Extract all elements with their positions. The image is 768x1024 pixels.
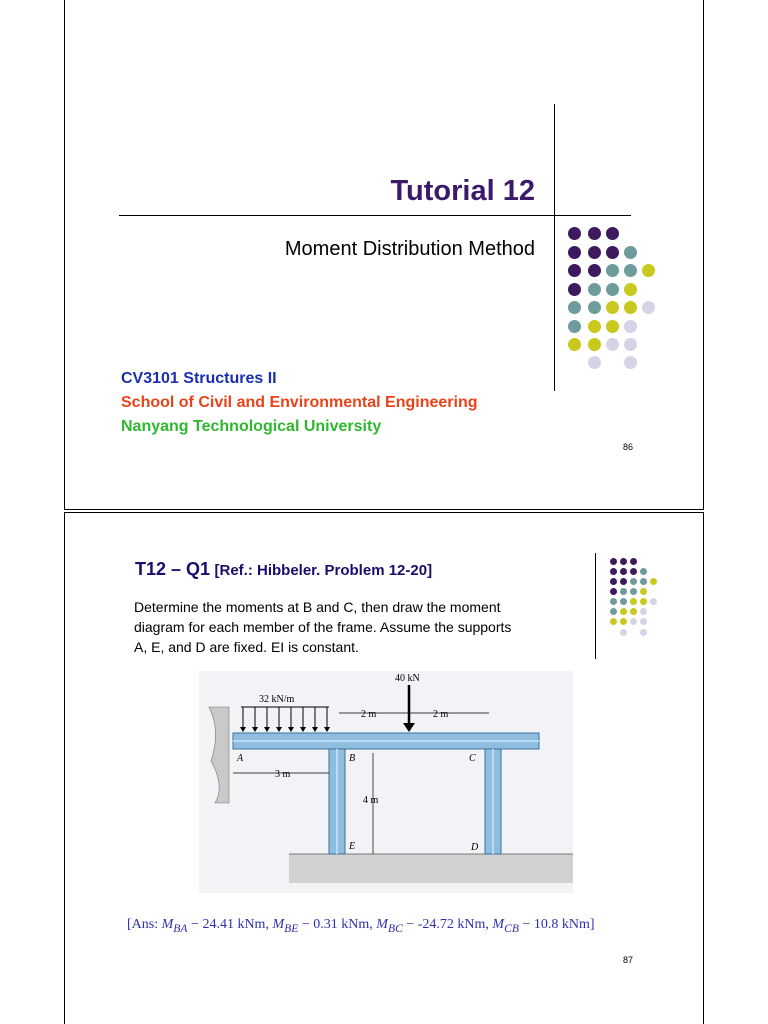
decor-vertical-rule bbox=[595, 553, 596, 659]
dot bbox=[642, 301, 655, 314]
dot bbox=[588, 301, 601, 314]
dot bbox=[568, 320, 581, 333]
dot bbox=[624, 264, 637, 277]
dot bbox=[640, 618, 647, 625]
dot bbox=[588, 264, 601, 277]
page-number: 87 bbox=[623, 955, 634, 965]
dot bbox=[620, 558, 627, 565]
dot bbox=[568, 227, 581, 240]
dot bbox=[650, 578, 657, 585]
dot bbox=[568, 246, 581, 259]
dot bbox=[620, 629, 627, 636]
dot bbox=[588, 338, 601, 351]
dot bbox=[620, 598, 627, 605]
question-id: T12 – Q1 bbox=[135, 559, 211, 579]
dot bbox=[624, 301, 637, 314]
answer-subscript: CB bbox=[504, 921, 519, 935]
dot bbox=[610, 588, 617, 595]
answer-value-mba: − 24.41 kNm, bbox=[187, 917, 273, 932]
frame-figure bbox=[199, 671, 573, 893]
dot bbox=[640, 608, 647, 615]
dot bbox=[624, 246, 637, 259]
dot bbox=[568, 338, 581, 351]
dot bbox=[630, 558, 637, 565]
dot bbox=[610, 578, 617, 585]
dot bbox=[588, 227, 601, 240]
answer-value-mbe: − 0.31 kNm, bbox=[298, 917, 377, 932]
dot bbox=[640, 578, 647, 585]
dot bbox=[588, 246, 601, 259]
answer-symbol: M bbox=[272, 917, 285, 932]
dot bbox=[568, 301, 581, 314]
dot bbox=[630, 618, 637, 625]
dot bbox=[588, 283, 601, 296]
page-number: 86 bbox=[623, 442, 634, 452]
answer-line bbox=[127, 917, 595, 935]
label-E: E bbox=[349, 841, 356, 852]
answer-subscript: BE bbox=[284, 921, 299, 935]
dot bbox=[624, 356, 637, 369]
dot bbox=[640, 568, 647, 575]
question-heading bbox=[135, 559, 432, 580]
dot bbox=[620, 588, 627, 595]
answer-symbol: M bbox=[376, 917, 388, 932]
dim-label-2m-left: 2 m bbox=[361, 709, 377, 720]
slide-86 bbox=[64, 0, 704, 510]
dot bbox=[606, 227, 619, 240]
dot bbox=[640, 598, 647, 605]
dot bbox=[630, 568, 637, 575]
dim-label-4m: 4 m bbox=[363, 795, 379, 806]
udl-label: 32 kN/m bbox=[259, 694, 295, 705]
dot bbox=[624, 320, 637, 333]
dot bbox=[650, 598, 657, 605]
answer-symbol: M bbox=[492, 917, 505, 932]
answer-symbol: M bbox=[161, 917, 174, 932]
dot bbox=[620, 568, 627, 575]
dot bbox=[606, 338, 619, 351]
dot bbox=[606, 283, 619, 296]
label-C: C bbox=[469, 753, 476, 764]
answer-value-mbc: − -24.72 kNm, bbox=[402, 917, 493, 932]
decor-vertical-rule bbox=[554, 104, 555, 391]
label-A: A bbox=[237, 753, 244, 764]
dot bbox=[568, 264, 581, 277]
dot bbox=[588, 320, 601, 333]
page-title: Tutorial 12 bbox=[390, 175, 535, 207]
university-name: Nanyang Technological University bbox=[121, 418, 382, 435]
question-reference: [Ref.: Hibbeler. Problem 12-20] bbox=[214, 562, 433, 579]
school-name: School of Civil and Environmental Engineering bbox=[121, 394, 478, 411]
ground bbox=[289, 854, 573, 883]
dot bbox=[642, 264, 655, 277]
page-subtitle: Moment Distribution Method bbox=[284, 238, 535, 260]
answer-subscript: BA bbox=[173, 921, 188, 935]
answer-value-mcb: − 10.8 kNm] bbox=[519, 917, 595, 932]
question-text bbox=[134, 597, 554, 657]
dot bbox=[610, 598, 617, 605]
dot bbox=[640, 588, 647, 595]
course-code: CV3101 Structures II bbox=[121, 370, 277, 387]
dot bbox=[606, 320, 619, 333]
dim-label-2m-right: 2 m bbox=[433, 709, 449, 720]
dot bbox=[630, 608, 637, 615]
point-load-label: 40 kN bbox=[395, 673, 420, 684]
answer-subscript: BC bbox=[387, 921, 403, 935]
dot bbox=[610, 608, 617, 615]
dim-label-3m: 3 m bbox=[275, 769, 291, 780]
question-line: Determine the moments at B and C, then draw the moment bbox=[134, 599, 501, 615]
dot bbox=[630, 588, 637, 595]
title-rule bbox=[119, 215, 631, 216]
dot bbox=[610, 568, 617, 575]
dot bbox=[620, 578, 627, 585]
dot bbox=[640, 629, 647, 636]
dot bbox=[610, 618, 617, 625]
label-B: B bbox=[349, 753, 356, 764]
dot bbox=[630, 598, 637, 605]
dot bbox=[606, 246, 619, 259]
dot bbox=[630, 578, 637, 585]
dot bbox=[606, 264, 619, 277]
dot bbox=[624, 283, 637, 296]
question-line: diagram for each member of the frame. Assume the supports bbox=[134, 619, 512, 635]
slide-87 bbox=[64, 512, 704, 1024]
dot bbox=[588, 356, 601, 369]
dot bbox=[620, 618, 627, 625]
dot bbox=[610, 558, 617, 565]
dot bbox=[624, 338, 637, 351]
question-line: A, E, and D are fixed. EI is constant. bbox=[134, 639, 359, 655]
answer-prefix: [Ans: bbox=[127, 917, 162, 932]
dot bbox=[620, 608, 627, 615]
dot bbox=[606, 301, 619, 314]
dot bbox=[568, 283, 581, 296]
label-D: D bbox=[471, 842, 479, 853]
